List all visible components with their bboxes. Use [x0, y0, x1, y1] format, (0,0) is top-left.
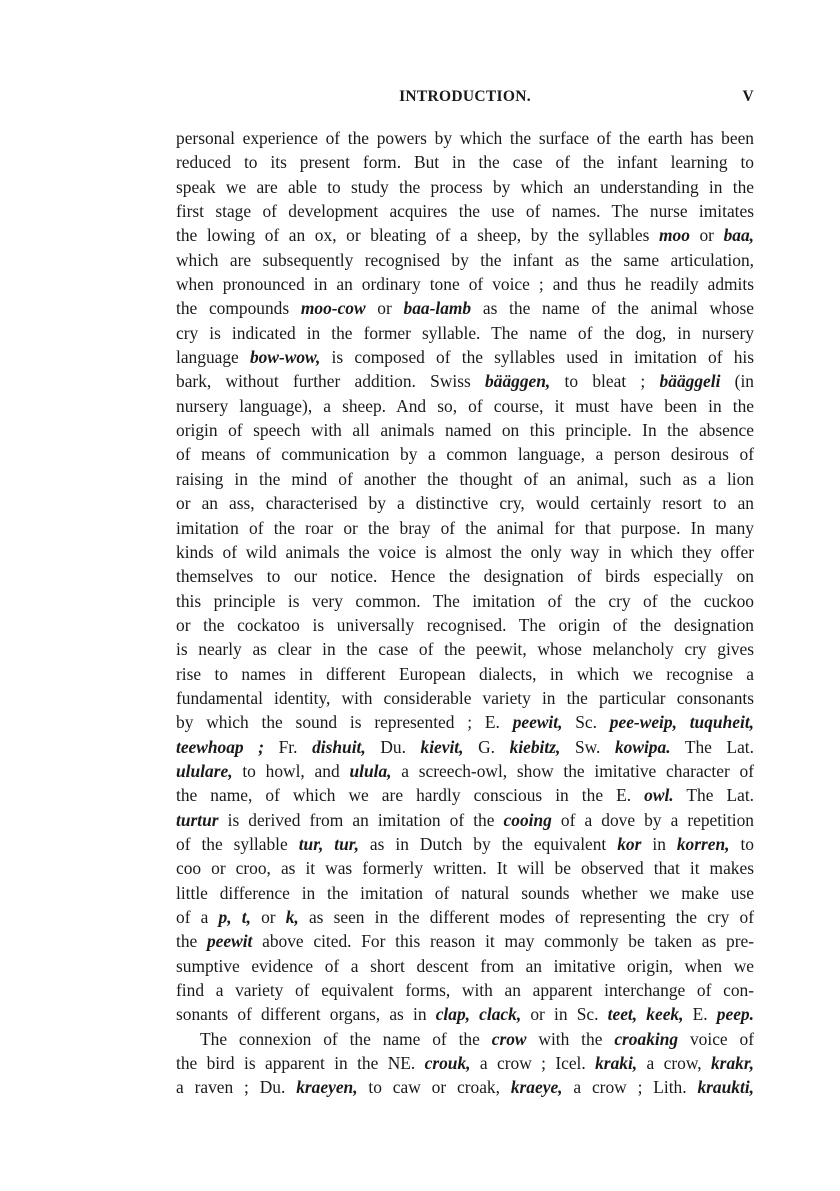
italic-term: teewhoap ;: [176, 736, 265, 757]
text-run: of means of communication by a common language, a person desirous of: [176, 444, 754, 465]
italic-term: ulula,: [349, 760, 392, 781]
italic-term: kraki,: [595, 1053, 638, 1074]
text-line-content: [176, 491, 754, 515]
text-run: Fr.: [264, 736, 313, 757]
text-run: raising in the mind of another the thought of an animal, such as a lion: [176, 468, 754, 489]
text-line: [176, 954, 754, 978]
text-line-content: [176, 126, 754, 150]
text-line-content: [176, 175, 754, 199]
body-paragraph: [176, 126, 754, 1100]
italic-term: kor: [617, 833, 642, 854]
text-run: is nearly as clear in the case of the peewit, whose melancholy cry gives: [176, 639, 754, 660]
italic-term: ululare,: [176, 760, 233, 781]
text-line-content: [176, 248, 754, 272]
text-run: the compounds: [176, 298, 301, 319]
text-run: of a dove by a repetition: [551, 809, 754, 830]
italic-term: kraukti,: [697, 1077, 755, 1098]
text-run: nursery language), a sheep. And so, of course, it must have been in the: [176, 395, 754, 416]
text-run: G.: [463, 736, 510, 757]
text-run: sumptive evidence of a short descent from an imitative origin, when we: [176, 955, 754, 976]
text-run: a crow,: [637, 1053, 711, 1074]
text-run: kinds of wild animals the voice is almost the only way in which they offer: [176, 541, 754, 562]
italic-term: moo: [658, 225, 690, 246]
italic-term: crouk,: [424, 1053, 471, 1074]
text-run: The Lat.: [670, 736, 754, 757]
italic-term: owl.: [644, 785, 674, 806]
text-line: [176, 223, 754, 247]
text-run: in: [641, 833, 677, 854]
italic-term: moo-cow: [300, 298, 366, 319]
text-run: when pronounced in an ordinary tone of voice ; and thus he readily admits: [176, 274, 754, 295]
text-run: this principle is very common. The imitation of the cry of the cuckoo: [176, 590, 754, 611]
text-line: [176, 613, 754, 637]
running-title: INTRODUCTION.: [399, 88, 531, 105]
text-run: The connexion of the name of the: [200, 1028, 492, 1049]
text-run: by which the sound is represented ; E.: [176, 712, 513, 733]
text-line-content: [176, 564, 754, 588]
text-run: which are subsequently recognised by the infant as the same articulation,: [176, 249, 754, 270]
text-line: [176, 881, 754, 905]
italic-term: clap, clack,: [435, 1004, 522, 1025]
text-line-content: [176, 856, 754, 880]
text-run: speak we are able to study the process by which an understanding in the: [176, 176, 754, 197]
text-run: the bird is apparent in the NE.: [176, 1053, 425, 1074]
text-line-content: [176, 905, 754, 929]
text-line: [176, 783, 754, 807]
text-line-content: [176, 467, 754, 491]
italic-term: kraeye,: [510, 1077, 563, 1098]
italic-term: teet, keek,: [607, 1004, 684, 1025]
italic-term: kievit,: [420, 736, 464, 757]
text-line: [176, 272, 754, 296]
text-line: [176, 589, 754, 613]
italic-term: k,: [285, 907, 299, 927]
text-run: or: [689, 225, 724, 246]
text-line: [176, 540, 754, 564]
text-line-content: [176, 759, 754, 783]
text-line-content: [176, 321, 754, 345]
text-run: themselves to our notice. Hence the designation of birds especially on: [176, 566, 754, 587]
text-line: [176, 126, 754, 150]
text-line-content: [176, 394, 754, 418]
text-line-content: [176, 418, 754, 442]
text-line: [176, 1075, 754, 1099]
text-run: above cited. For this reason it may commonly be taken as pre-: [252, 931, 755, 952]
text-run: Sc.: [562, 712, 610, 733]
italic-term: bääggeli: [659, 371, 721, 392]
text-run: as in Dutch by the equivalent: [358, 833, 618, 854]
text-run: personal experience of the powers by which the surface of the earth has been: [176, 128, 754, 148]
text-line: [176, 491, 754, 515]
text-line: [176, 1051, 754, 1075]
text-run: or: [250, 907, 286, 927]
text-line-content: [176, 345, 754, 369]
page-number: V: [742, 88, 754, 105]
text-line-content: [176, 540, 754, 564]
text-run: find a variety of equivalent forms, with an apparent interchange of con-: [176, 980, 754, 1001]
text-run: a crow ; Lith.: [562, 1077, 698, 1098]
text-run: as the name of the animal whose: [471, 298, 754, 319]
text-run: to bleat ;: [550, 371, 660, 392]
text-line-content: [176, 223, 754, 247]
text-run: or the cockatoo is universally recognised. The origin of the designation: [176, 614, 754, 635]
text-line-content: [176, 735, 754, 759]
text-line: [176, 296, 754, 320]
text-line: [176, 369, 754, 393]
text-line-content: [176, 199, 754, 223]
text-line-content: [176, 1075, 754, 1099]
text-run: to caw or croak,: [357, 1077, 511, 1098]
italic-term: turtur: [176, 809, 219, 830]
text-line: [176, 808, 754, 832]
text-run: E.: [683, 1004, 717, 1025]
italic-term: croaking: [614, 1028, 679, 1049]
text-run: (in: [720, 371, 755, 392]
text-line-content: [176, 296, 754, 320]
text-line-content: [176, 954, 754, 978]
text-line-content: [176, 1002, 754, 1026]
italic-term: kiebitz,: [509, 736, 561, 757]
text-run: bark, without further addition. Swiss: [176, 371, 486, 392]
text-line-content: [176, 929, 754, 953]
text-line: [176, 175, 754, 199]
text-run: fundamental identity, with considerable variety in the particular consonants: [176, 687, 754, 708]
italic-term: dishuit,: [312, 736, 366, 757]
italic-term: tur, tur,: [298, 833, 359, 854]
italic-term: bääggen,: [485, 371, 551, 392]
book-page: [176, 86, 754, 1100]
text-line: [176, 637, 754, 661]
italic-term: crow: [491, 1028, 527, 1049]
text-line: [176, 759, 754, 783]
text-line: [176, 735, 754, 759]
text-line-content: [176, 516, 754, 540]
text-run: little difference in the imitation of natural sounds whether we make use: [176, 882, 754, 903]
text-run: to: [729, 833, 754, 854]
text-run: or in Sc.: [521, 1004, 608, 1025]
text-line-content: [176, 881, 754, 905]
text-run: the lowing of an ox, or bleating of a sheep, by the syllables: [176, 225, 659, 246]
text-line: [176, 248, 754, 272]
text-run: The Lat.: [673, 785, 755, 806]
text-run: coo or croo, as it was formerly written. It will be observed that it makes: [176, 858, 754, 879]
text-line-content: [176, 832, 754, 856]
text-line-content: [176, 808, 754, 832]
text-line: [176, 1027, 754, 1051]
text-run: a screech-owl, show the imitative character of: [391, 760, 755, 781]
text-run: as seen in the different modes of representing the cry of: [298, 907, 755, 927]
text-run: Du.: [365, 736, 421, 757]
text-run: language: [176, 347, 250, 368]
text-line-content: [200, 1027, 754, 1051]
italic-term: peewit,: [512, 712, 563, 733]
text-line-content: [176, 978, 754, 1002]
text-line: [176, 442, 754, 466]
text-line: [176, 662, 754, 686]
italic-term: baa-lamb: [403, 298, 472, 319]
text-run: is composed of the syllables used in imitation of his: [320, 347, 754, 368]
text-line-content: [176, 637, 754, 661]
text-line: [176, 150, 754, 174]
text-line: [176, 832, 754, 856]
text-run: rise to names in different European dialects, in which we recognise a: [176, 663, 754, 684]
text-line: [176, 978, 754, 1002]
text-line-content: [176, 272, 754, 296]
text-line-content: [176, 589, 754, 613]
text-line: [176, 686, 754, 710]
text-line: [176, 418, 754, 442]
text-line: [176, 564, 754, 588]
italic-term: p, t,: [218, 907, 251, 927]
text-run: Sw.: [560, 736, 615, 757]
text-run: first stage of development acquires the use of names. The nurse imitates: [176, 201, 754, 222]
text-line: [176, 394, 754, 418]
text-line: [176, 710, 754, 734]
italic-term: peep.: [716, 1004, 754, 1025]
text-line-content: [176, 150, 754, 174]
text-run: imitation of the roar or the bray of the animal for that purpose. In many: [176, 517, 754, 538]
text-run: a raven ; Du.: [176, 1077, 297, 1098]
text-run: reduced to its present form. But in the case of the infant learning to: [176, 152, 754, 173]
text-run: cry is indicated in the former syllable. The name of the dog, in nursery: [176, 322, 754, 343]
text-line: [176, 199, 754, 223]
italic-term: kraeyen,: [296, 1077, 358, 1098]
italic-term: peewit: [206, 931, 253, 952]
text-run: of a: [176, 907, 219, 927]
text-line: [176, 856, 754, 880]
text-run: to howl, and: [232, 760, 350, 781]
text-run: is derived from an imitation of the: [218, 809, 504, 830]
text-line: [176, 929, 754, 953]
italic-term: krakr,: [710, 1053, 754, 1074]
text-line: [176, 345, 754, 369]
italic-term: bow-wow,: [249, 347, 321, 368]
text-line: [176, 321, 754, 345]
italic-term: korren,: [676, 833, 730, 854]
italic-term: pee-weip, tuquheit,: [609, 712, 754, 733]
text-line-content: [176, 613, 754, 637]
text-line: [176, 516, 754, 540]
text-line-content: [176, 686, 754, 710]
text-run: voice of: [678, 1028, 754, 1049]
text-line-content: [176, 442, 754, 466]
text-run: origin of speech with all animals named on this principle. In the absence: [176, 420, 754, 441]
text-line-content: [176, 710, 754, 734]
text-run: a crow ; Icel.: [470, 1053, 596, 1074]
running-header: [176, 86, 754, 112]
text-line: [176, 467, 754, 491]
text-run: sonants of different organs, as in: [176, 1004, 436, 1025]
italic-term: cooing: [503, 809, 552, 830]
text-run: the: [176, 931, 207, 952]
text-line-content: [176, 783, 754, 807]
text-run: with the: [526, 1028, 615, 1049]
italic-term: kowipa.: [614, 736, 671, 757]
text-line-content: [176, 662, 754, 686]
text-run: or: [365, 298, 404, 319]
text-line: [176, 905, 754, 929]
text-run: of the syllable: [176, 833, 299, 854]
text-line-content: [176, 1051, 754, 1075]
text-line-content: [176, 369, 754, 393]
text-line: [176, 1002, 754, 1026]
text-run: the name, of which we are hardly conscious in the E.: [176, 785, 645, 806]
text-run: or an ass, characterised by a distinctive cry, would certainly resort to an: [176, 493, 754, 514]
italic-term: baa,: [723, 225, 754, 246]
